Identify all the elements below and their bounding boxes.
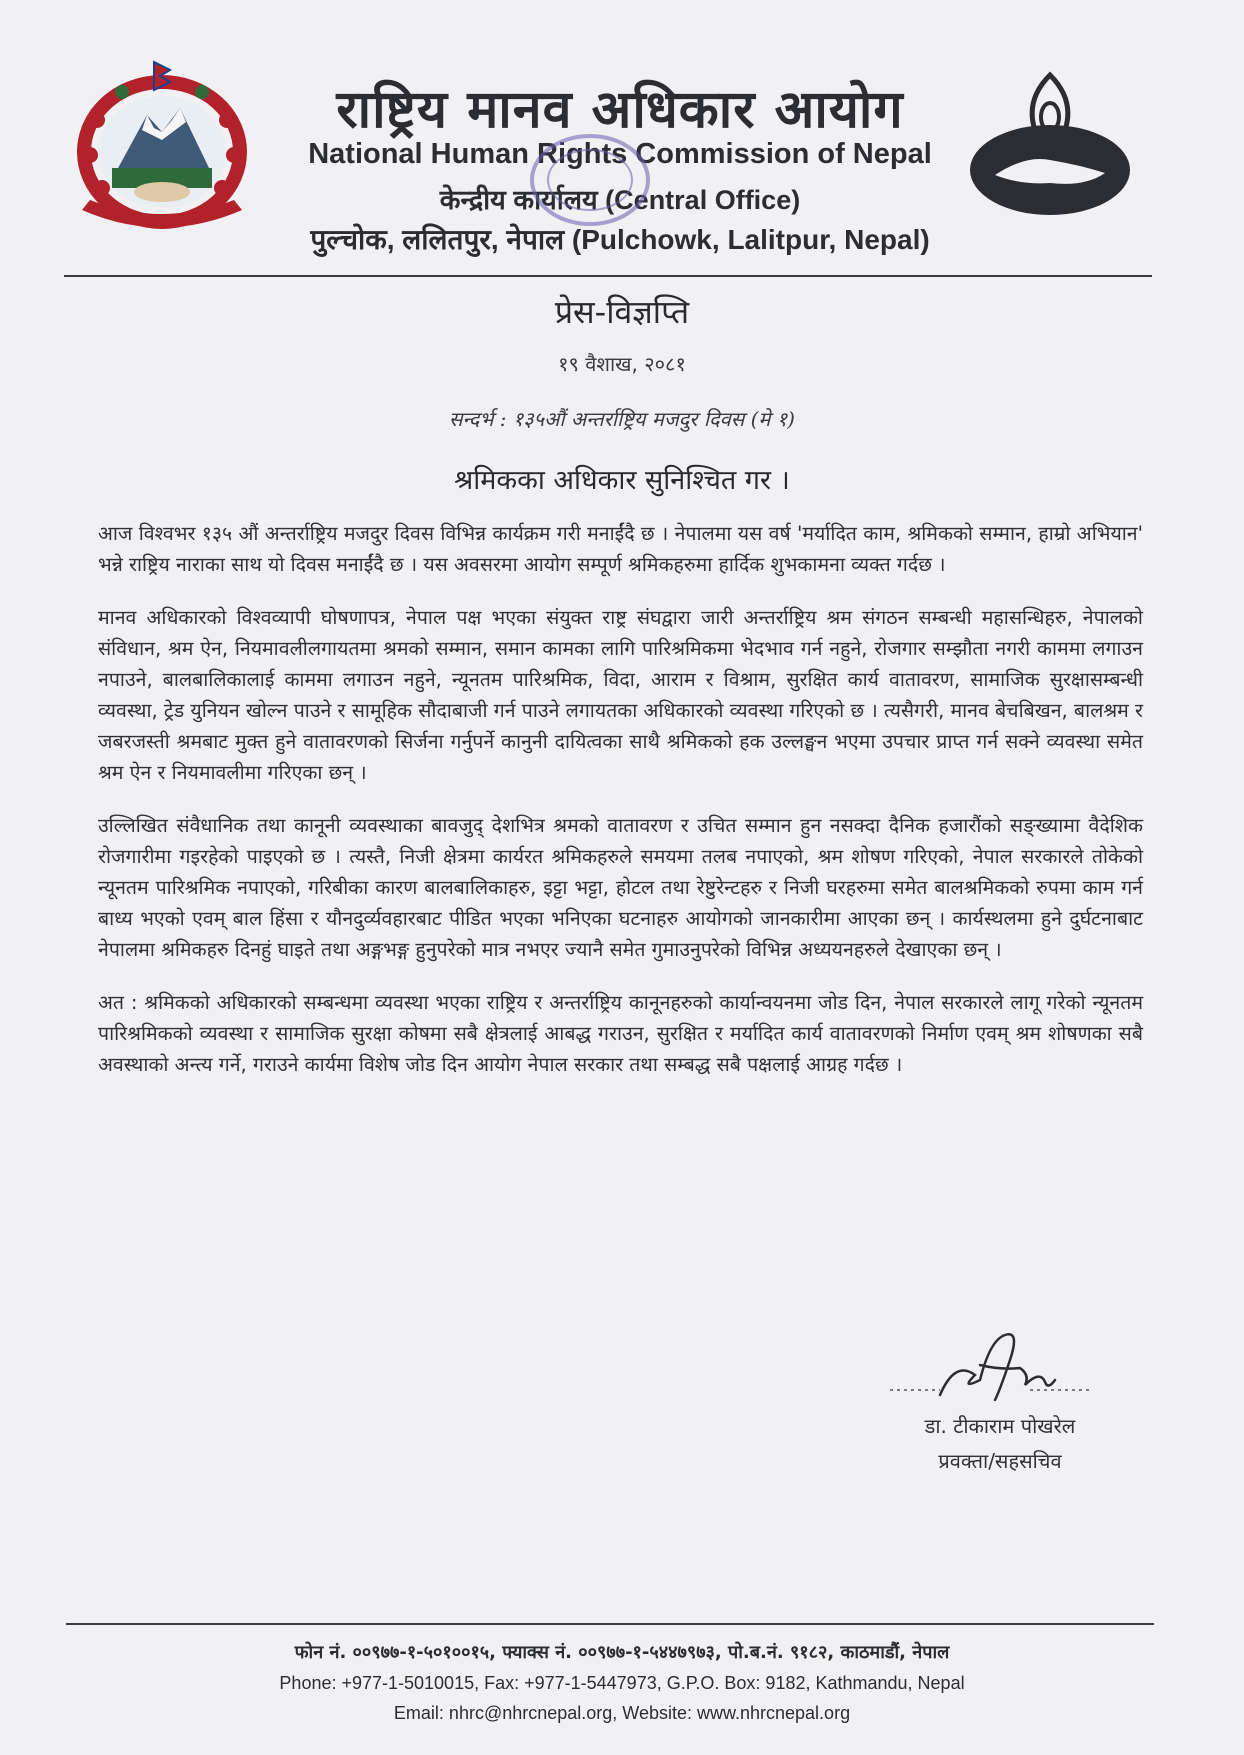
body-paragraph: मानव अधिकारको विश्वव्यापी घोषणापत्र, नेपाल पक्ष भएका संयुक्त राष्ट्र संघद्वारा जारी अन्तर्राष्ट्रिय श्रम संगठन सम्बन्धी महासन्धिहरु, नेपालको संविधान, श्रम ऐन, नियमावलीलगायतमा श्रमको सम्मान, समान कामका लागि पारिश्रमिकमा भेदभाव गर्न नहुने, रोजगार सम्झौता नगरी काममा लगाउन नपाउने, बालबालिकालाई काममा लगाउन नहुने, न्यूनतम पारिश्रमिक, विदा, आराम र विश्राम, सुरक्षित कार्य वातावरण, सामाजिक सुरक्षासम्बन्धी व्यवस्था, ट्रेड युनियन खोल्न पाउने र सामूहिक सौदाबाजी गर्न पाउने लगायतका अधिकारको व्यवस्था गरिएको छ । त्यसैगरी, मानव बेचबिखन, बालश्रम र जबरजस्ती श्रमबाट मुक्त हुने वातावरणको सिर्जना गर्नुपर्ने कानुनी दायित्वका साथै श्रमिकको हक उल्लङ्घन भएमा उपचार प्राप्त गर्न सक्ने व्यवस्था समेत श्रम ऐन र नियमावलीमा गरिएका छन् । [98,606,1143,784]
signatory-name: डा. टीकाराम पोखरेल [924,1414,1076,1438]
nhrc-flame-map-logo-icon [965,55,1135,225]
official-stamp-icon [525,130,655,230]
press-release-reference: सन्दर्भ : १३५औं अन्तर्राष्ट्रिय मजदुर दिवस (मे १) [449,407,795,431]
nepal-emblem-icon [62,60,262,240]
body-paragraph: उल्लिखित संवैधानिक तथा कानूनी व्यवस्थाका बावजुद् देशभित्र श्रमको वातावरण र उचित सम्मान हुन नसक्दा दैनिक हजारौंको सङ्ख्यामा वैदेशिक रोजगारीमा गइरहेको पाइएको छ । त्यस्तै, निजी क्षेत्रमा कार्यरत श्रमिकहरुले समयमा तलब नपाएको, श्रम शोषण गरिएको, नेपाल सरकारले तोकेको न्यूनतम पारिश्रमिक नपाएको, गरिबीका कारण बालबालिकाहरु, इट्टा भट्टा, होटल तथा रेष्टुरेन्टहरु र निजी घरहरुमा समेत बालश्रमिकको रुपमा काम गर्न बाध्य भएको एवम् बाल हिंसा र यौनदुर्व्यवहारबाट पीडित भएका भनिएका घटनाहरु आयोगको जानकारीमा आएका छन् । कार्यस्थलमा हुने दुर्घटनाबाट नेपालमा श्रमिकहरु दिनहुं घाइते तथा अङ्गभङ्ग हुनुपरेको मात्र नभएर ज्यानै समेत गुमाउनुपरेको विभिन्न अध्ययनहरुले देखाएका छन् । [98,814,1143,961]
org-name-nepali: राष्ट्रिय मानव अधिकार आयोग [336,80,904,140]
press-release-title: प्रेस-विज्ञप्ति [554,293,690,331]
handwritten-signature-icon [880,1320,1110,1420]
footer-divider [66,1623,1154,1625]
office-address: पुल्चोक, ललितपुर, नेपाल (Pulchowk, Lalitpur, Nepal) [310,224,930,255]
header-divider [64,275,1152,277]
body-paragraph: अत : श्रमिकको अधिकारको सम्बन्धमा व्यवस्था भएका राष्ट्रिय र अन्तर्राष्ट्रिय कानूनहरुको कार्यान्वयनमा जोड दिन, नेपाल सरकारले लागू गरेको न्यूनतम पारिश्रमिकको व्यवस्था र सामाजिक सुरक्षा कोषमा सबै क्षेत्रलाई आबद्ध गराउन, सुरक्षित र मर्यादित कार्य वातावरणको निर्माण एवम् श्रम शोषणका सबै अवस्थाको अन्त्य गर्ने, गराउने कार्यमा विशेष जोड दिन आयोग नेपाल सरकार तथा सम्बद्ध सबै पक्षलाई आग्रह गर्दछ । [98,991,1143,1076]
signatory-title: प्रवक्ता/सहसचिव [938,1449,1062,1473]
press-release-headline: श्रमिकका अधिकार सुनिश्चित गर । [454,465,790,496]
press-release-body [98,518,1143,1102]
footer-contact-english: Phone: +977-1-5010015, Fax: +977-1-5447973, G.P.O. Box: 9182, Kathmandu, Nepal [279,1673,965,1693]
press-release-date: १९ वैशाख, २०८१ [558,352,686,376]
org-name-english: National Human Rights Commission of Nepal [308,138,932,170]
footer-email-website: Email: nhrc@nhrcnepal.org, Website: www.nhrcnepal.org [393,1703,851,1723]
footer-contact-nepali: फोन नं. ००९७७-१-५०१००१५, फ्याक्स नं. ००९७७-१-५४४७९७३, पो.ब.नं. ९१८२, काठमाडौं, नेपाल [294,1642,950,1663]
body-paragraph: आज विश्वभर १३५ औं अन्तर्राष्ट्रिय मजदुर दिवस विभिन्न कार्यक्रम गरी मनाईंदै छ । नेपालमा यस वर्ष 'मर्यादित काम, श्रमिकको सम्मान, हाम्रो अभियान' भन्ने राष्ट्रिय नाराका साथ यो दिवस मनाईंदै छ । यस अवसरमा आयोग सम्पूर्ण श्रमिकहरुमा हार्दिक शुभकामना व्यक्त गर्दछ । [98,522,1143,576]
office-label: केन्द्रीय कार्यालय (Central Office) [439,185,801,215]
